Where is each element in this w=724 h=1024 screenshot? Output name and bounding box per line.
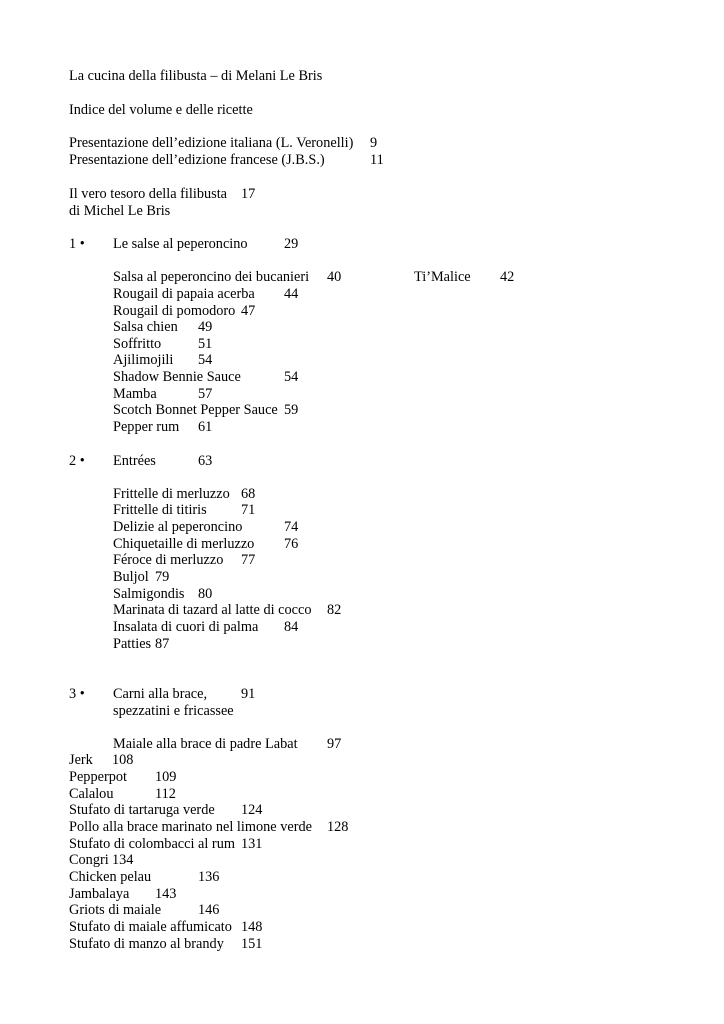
recipe-page: 68 (241, 486, 256, 502)
recipe-name: Shadow Bennie Sauce (113, 369, 241, 385)
essay-title: Il vero tesoro della filibusta (69, 186, 228, 202)
recipe-page: 136 (198, 869, 220, 885)
recipe-name: Stufato di colombacci al rum (69, 836, 235, 852)
recipe-page: 54 (198, 352, 213, 368)
recipe-name: Rougail di papaia acerba (113, 286, 255, 302)
recipe-page: 76 (284, 536, 299, 552)
index-heading: Indice del volume e delle ricette (69, 102, 253, 118)
presentation-french-label: Presentazione dell’edizione francese (J.B.S.) (69, 152, 325, 168)
recipe-name: Delizie al peperoncino (113, 519, 243, 535)
recipe-name: Mamba (113, 386, 157, 402)
recipe-name: Rougail di pomodoro (113, 303, 236, 319)
recipe-name: Soffritto (113, 336, 162, 352)
recipe-name: Féroce di merluzzo (113, 552, 224, 568)
chapter-number: 2 • (69, 453, 85, 469)
recipe-page: 79 (155, 569, 170, 585)
presentation-italian-label: Presentazione dell’edizione italiana (L. Veronelli) (69, 135, 354, 151)
recipe-page: 151 (241, 936, 263, 952)
presentation-french-page: 11 (370, 152, 384, 168)
recipe-page: 54 (284, 369, 299, 385)
recipe-page: 40 (327, 269, 342, 285)
essay-author: di Michel Le Bris (69, 203, 171, 219)
recipe-page: 124 (241, 802, 263, 818)
recipe-name: Ti’Malice (414, 269, 471, 285)
recipe-page: 49 (198, 319, 213, 335)
recipe-name: Congri (69, 852, 109, 868)
recipe-name: Maiale alla brace di padre Labat (113, 736, 298, 752)
recipe-page: 87 (155, 636, 170, 652)
recipe-page: 146 (198, 902, 220, 918)
recipe-name: Salsa al peperoncino dei bucanieri (113, 269, 310, 285)
recipe-page: 97 (327, 736, 342, 752)
recipe-name: Salmigondis (113, 586, 185, 602)
recipe-page: 109 (155, 769, 177, 785)
recipe-page: 51 (198, 336, 213, 352)
presentation-italian-page: 9 (370, 135, 378, 151)
recipe-page: 59 (284, 402, 299, 418)
recipe-page: 80 (198, 586, 213, 602)
recipe-name: Stufato di manzo al brandy (69, 936, 224, 952)
chapter-page: 63 (198, 453, 213, 469)
recipe-name: Marinata di tazard al latte di cocco (113, 602, 312, 618)
recipe-name: Scotch Bonnet Pepper Sauce (113, 402, 278, 418)
recipe-name: Stufato di tartaruga verde (69, 802, 215, 818)
recipe-page: 148 (241, 919, 263, 935)
recipe-name: Jerk (69, 752, 93, 768)
chapter-page: 91 (241, 686, 256, 702)
recipe-name: Frittelle di titiris (113, 502, 207, 518)
chapter-title: Carni alla brace, (113, 686, 208, 702)
recipe-page: 131 (241, 836, 263, 852)
recipe-page: 77 (241, 552, 256, 568)
recipe-name: Griots di maiale (69, 902, 162, 918)
recipe-name: Stufato di maiale affumicato (69, 919, 232, 935)
recipe-page: 42 (500, 269, 515, 285)
recipe-name: Pollo alla brace marinato nel limone verde (69, 819, 312, 835)
recipe-name: Insalata di cuori di palma (113, 619, 259, 635)
recipe-name: Buljol (113, 569, 149, 585)
recipe-page: 134 (112, 852, 134, 868)
essay-page: 17 (241, 186, 256, 202)
recipe-name: Calalou (69, 786, 114, 802)
recipe-page: 108 (112, 752, 134, 768)
document-title: La cucina della filibusta – di Melani Le Bris (69, 68, 323, 84)
recipe-page: 74 (284, 519, 299, 535)
chapter-title: Entrées (113, 453, 156, 469)
recipe-name: Chiquetaille di merluzzo (113, 536, 255, 552)
recipe-page: 47 (241, 303, 256, 319)
recipe-name: Chicken pelau (69, 869, 152, 885)
recipe-page: 71 (241, 502, 256, 518)
recipe-name: Salsa chien (113, 319, 178, 335)
chapter-title: Le salse al peperoncino (113, 236, 248, 252)
recipe-name: Pepper rum (113, 419, 180, 435)
recipe-page: 143 (155, 886, 177, 902)
recipe-name: Frittelle di merluzzo (113, 486, 230, 502)
chapter-subtitle: spezzatini e fricassee (113, 703, 234, 719)
recipe-page: 112 (155, 786, 176, 802)
recipe-page: 61 (198, 419, 213, 435)
recipe-page: 44 (284, 286, 299, 302)
chapter-page: 29 (284, 236, 299, 252)
recipe-name: Pepperpot (69, 769, 127, 785)
recipe-name: Ajilimojili (113, 352, 174, 368)
recipe-page: 57 (198, 386, 213, 402)
recipe-page: 128 (327, 819, 349, 835)
recipe-name: Patties (113, 636, 152, 652)
chapter-number: 3 • (69, 686, 85, 702)
recipe-name: Jambalaya (69, 886, 130, 902)
recipe-page: 84 (284, 619, 299, 635)
chapter-number: 1 • (69, 236, 85, 252)
recipe-page: 82 (327, 602, 342, 618)
